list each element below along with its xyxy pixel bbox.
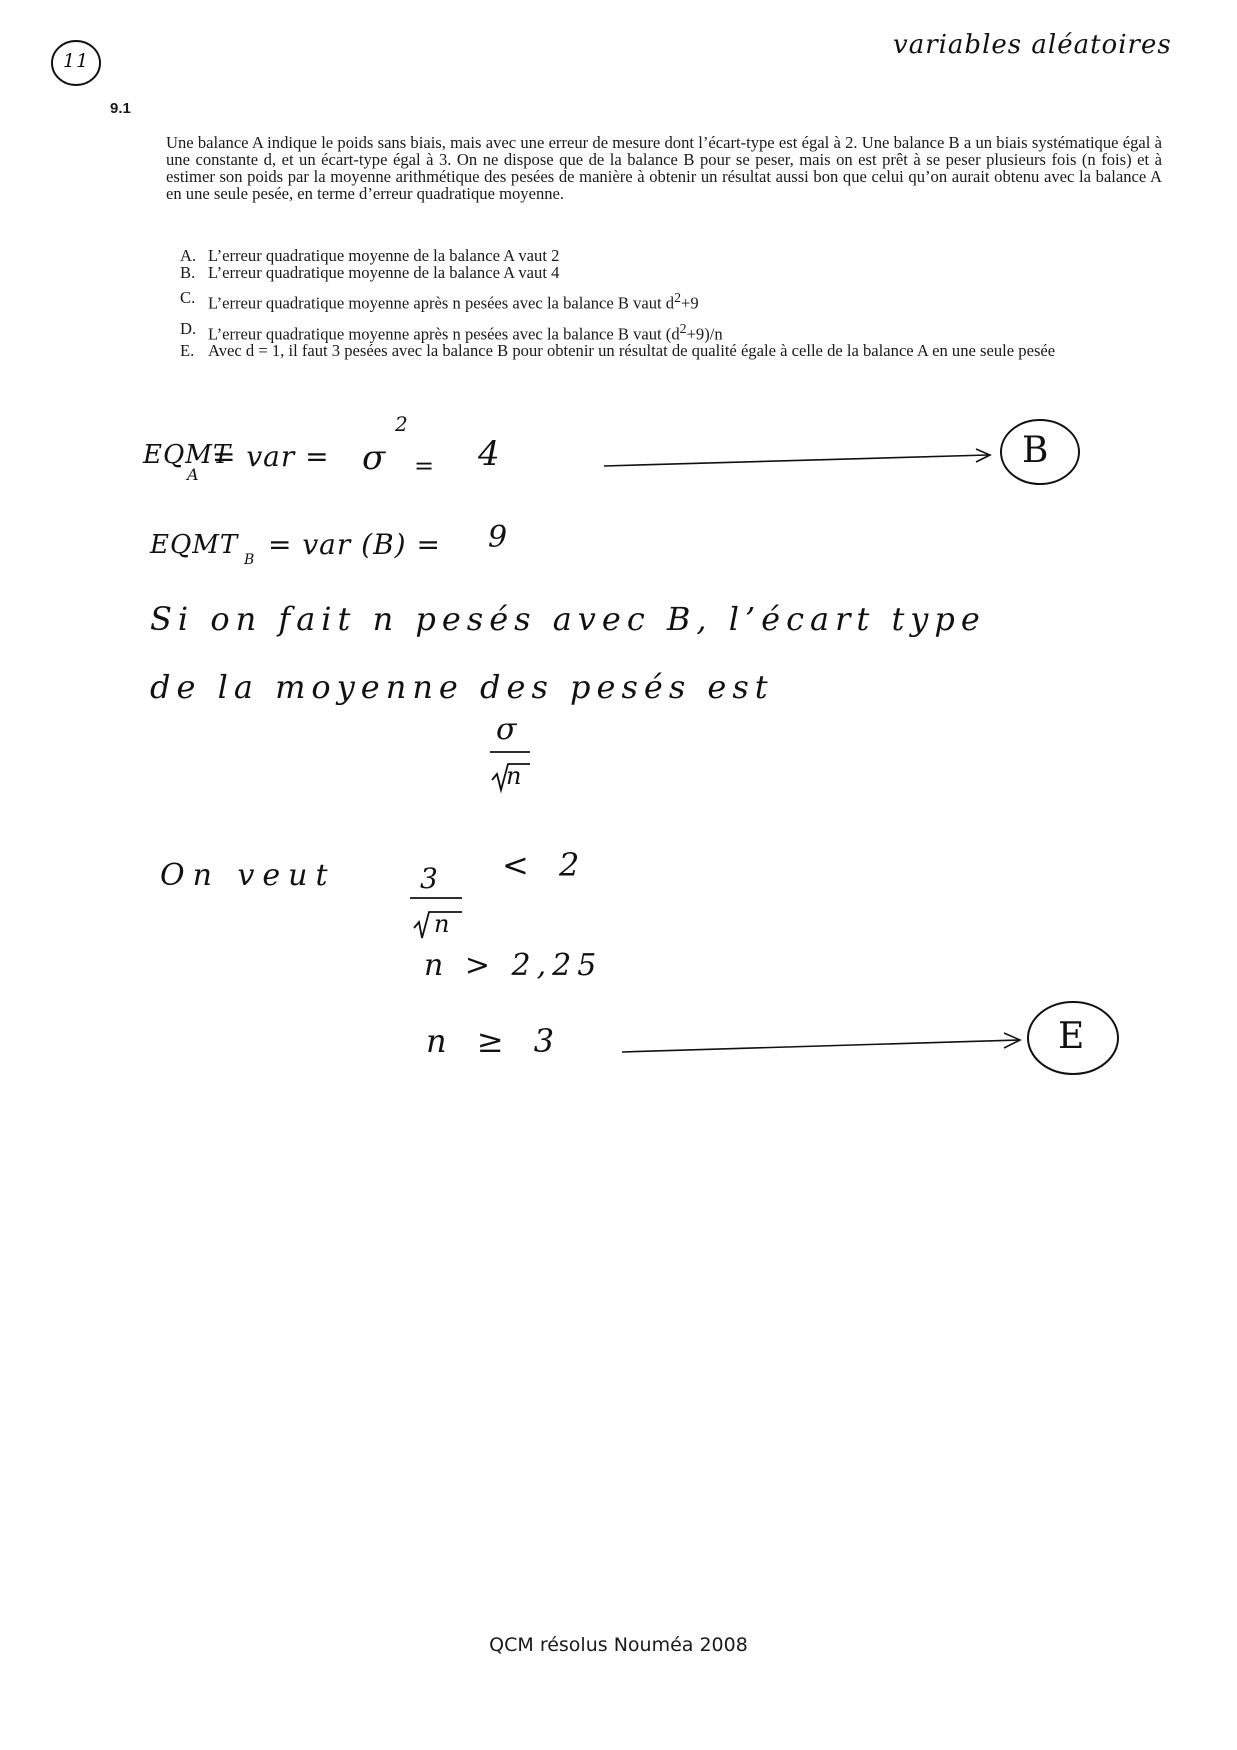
arrow-line-2 xyxy=(622,1040,1018,1052)
option-d xyxy=(180,320,1160,343)
hw-val-9: 9 xyxy=(488,520,509,555)
option-superscript: 2 xyxy=(674,290,682,305)
answer-options xyxy=(180,247,1160,359)
page-number: 11 xyxy=(63,50,90,72)
option-a xyxy=(180,247,1160,264)
hw-on-veut: On veut xyxy=(160,858,336,893)
option-text-end: +9 xyxy=(681,293,699,313)
question-number: 9.1 xyxy=(110,100,131,117)
option-b xyxy=(180,264,1160,281)
option-text: L’erreur quadratique moyenne de la balance A vaut 2 xyxy=(208,246,560,265)
arrow-line-1 xyxy=(604,455,988,466)
footer-title: QCM résolus Nouméa 2008 xyxy=(489,1634,748,1656)
option-letter: E. xyxy=(180,341,195,361)
hw-frac-num: σ xyxy=(496,712,518,747)
hw-eqmt-a-sub: A xyxy=(187,465,200,484)
hw-line3: Si on fait n pesés avec B, l’écart type xyxy=(150,600,986,638)
question-text: Une balance A indique le poids sans biais, mais avec une erreur de mesure dont l’écart-type est égal à 2. Une balance B a un biais systématique égal à une constante d, et un écart-type égal à 3. On ne dispose que de la balance B pour se peser, mais on est prêt à se peser plusieurs fois (n fois) et à estimer son poids par la moyenne arithmétique des pesées de manière à obtenir un résultat aussi bon que celui qu’on aurait obtenu avec la balance A en une seule pesée, en terme d’erreur quadratique moyenne. xyxy=(166,133,1162,203)
hw-ineq-den: n xyxy=(434,910,451,938)
hw-sigma-sup: 2 xyxy=(395,412,409,436)
hw-n-ge-3: n ≥ 3 xyxy=(426,1022,565,1060)
hw-eqmt-b: EQMT xyxy=(150,530,239,560)
hw-eq: = xyxy=(414,452,436,480)
option-letter: C. xyxy=(180,288,196,307)
hw-n-gt-225: n > 2,25 xyxy=(424,948,603,983)
header-note: variables aléatoires xyxy=(893,30,1172,60)
hw-answer-e: E xyxy=(1058,1016,1086,1057)
hw-answer-b: B xyxy=(1022,430,1050,471)
option-text: L’erreur quadratique moyenne après n pesées avec la balance B vaut d xyxy=(208,293,675,313)
option-superscript: 2 xyxy=(679,320,687,336)
hw-frac-den: n xyxy=(506,762,523,790)
hw-sigma: σ xyxy=(362,438,387,478)
hw-line4: de la moyenne des pesés est xyxy=(150,668,774,706)
option-e xyxy=(180,342,1160,359)
option-letter: D. xyxy=(180,318,197,338)
option-letter: A. xyxy=(180,246,197,265)
hw-val-4: 4 xyxy=(478,434,501,474)
option-text: L’erreur quadratique moyenne de la balance A vaut 4 xyxy=(208,263,560,282)
hw-var-eq: = var = xyxy=(212,440,330,473)
option-text-end: +9)/n xyxy=(686,324,723,344)
hw-eqmt-a: EQMT xyxy=(143,440,232,470)
hw-var-b: = var (B) = xyxy=(268,528,441,561)
hw-ineq-num: 3 xyxy=(420,862,439,895)
hw-eqmt-b-sub: B xyxy=(244,552,256,568)
hw-ineq-rhs: < 2 xyxy=(502,846,590,884)
option-text: L’erreur quadratique moyenne après n pesées avec la balance B vaut (d xyxy=(208,324,680,344)
option-letter: B. xyxy=(180,263,196,282)
option-c xyxy=(180,289,1160,312)
option-text: Avec d = 1, il faut 3 pesées avec la balance B pour obtenir un résultat de qualité égale à celle de la balance A en une seule pesée xyxy=(208,341,1056,361)
